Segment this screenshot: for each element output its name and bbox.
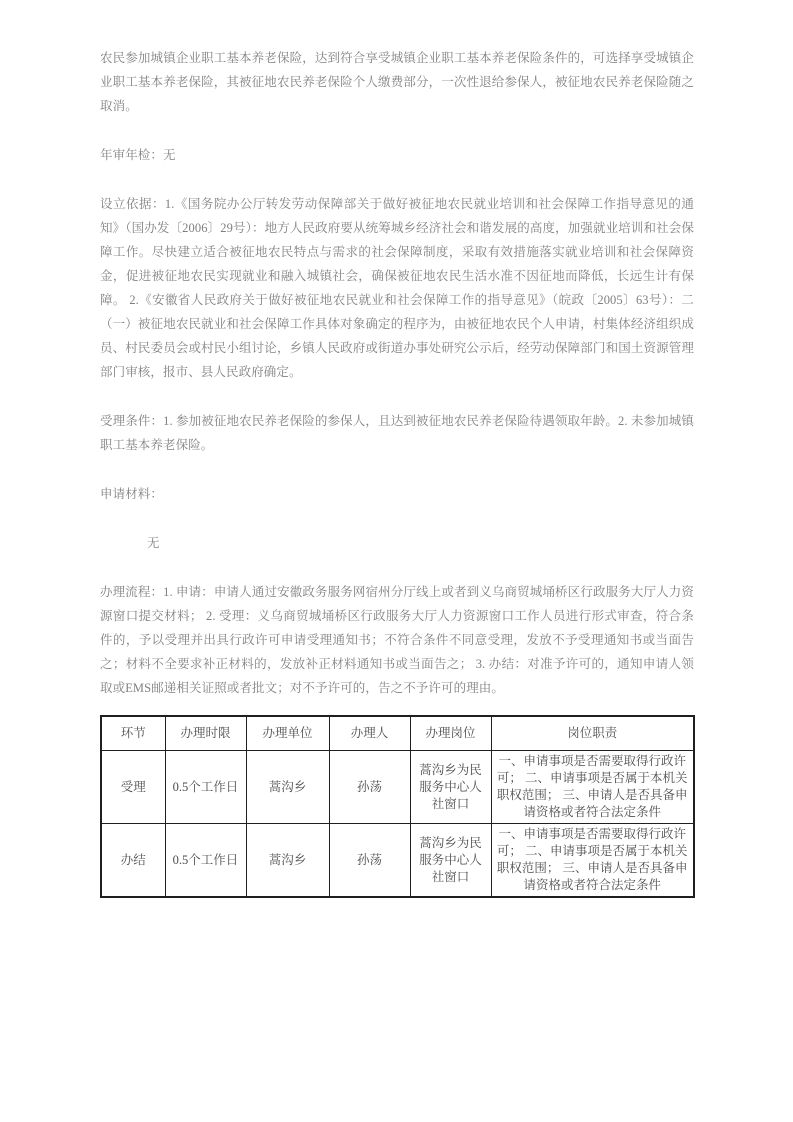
header-cell-unit: 办理单位 [246, 716, 329, 751]
cell-duty: 一、申请事项是否需要取得行政许可； 二、申请事项是否属于本机关职权范围； 三、申请人是否具备申请资格或者符合法定条件 [491, 824, 694, 898]
table-row-accept [101, 751, 694, 824]
header-cell-post: 办理岗位 [410, 716, 491, 751]
paragraph-process-flow: 办理流程：1. 申请：申请人通过安徽政务服务网宿州分厅线上或者到义乌商贸城埇桥区行政服务大厅人力资源窗口提交材料； 2. 受理：义乌商贸城埇桥区行政服务大厅人力资源窗口工作人员进行形式审查，符合条件的，予以受理并出具行政许可申请受理通知书；不符合条件不同意受理，发放不予受理通知书或当面告之；材料不全要求补正材料的，发放补正材料通知书或当面告之； 3. 办结：对准予许可的，通知申请人领取或EMS邮递相关证照或者批文；对不予许可的，告之不予许可的理由。 [100, 585, 694, 695]
paragraph-pension-transfer: 农民参加城镇企业职工基本养老保险，达到符合享受城镇企业职工基本养老保险条件的，可选择享受城镇企业职工基本养老保险，其被征地农民养老保险个人缴费部分，一次性退给参保人，被征地农民养老保险随之取消。 [100, 51, 694, 113]
paragraph-legal-basis: 设立依据：1.《国务院办公厅转发劳动保障部关于做好被征地农民就业培训和社会保障工作指导意见的通知》（国办发〔2006〕29号）：地方人民政府要从统筹城乡经济社会和谐发展的高度，加强就业培训和社会保障工作。尽快建立适合被征地农民特点与需求的社会保障制度，采取有效措施落实就业培训和社会保障资金，促进被征地农民实现就业和融入城镇社会，确保被征地农民生活水准不因征地而降低，长远生计有保障。 2.《安徽省人民政府关于做好被征地农民就业和社会保障工作的指导意见》（皖政〔2005〕63号）：二（一）被征地农民就业和社会保障工作具体对象确定的程序为，由被征地农民个人申请，村集体经济组织成员、村民委员会或村民小组讨论，乡镇人民政府或街道办事处研究公示后，经劳动保障部门和国土资源管理部门审核，报市、县人民政府确定。 [100, 197, 694, 379]
cell-time-limit: 0.5个工作日 [165, 824, 246, 898]
line-annual-review: 年审年检：无 [100, 148, 176, 162]
cell-unit: 蒿沟乡 [246, 824, 329, 898]
value-application-materials-none: 无 [147, 536, 160, 550]
cell-post: 蒿沟乡为民服务中心人社窗口 [410, 824, 491, 898]
document-content [100, 46, 694, 725]
cell-step: 办结 [101, 824, 165, 898]
header-cell-time-limit: 办理时限 [165, 716, 246, 751]
process-steps-table [100, 715, 695, 898]
cell-unit: 蒿沟乡 [246, 751, 329, 824]
paragraph-acceptance-conditions: 受理条件：1. 参加被征地农民养老保险的参保人，且达到被征地农民养老保险待遇领取年龄。2. 未参加城镇职工基本养老保险。 [100, 414, 694, 452]
cell-handler: 孙荡 [329, 824, 410, 898]
cell-handler: 孙荡 [329, 751, 410, 824]
label-application-materials: 申请材料： [100, 487, 164, 501]
header-cell-handler: 办理人 [329, 716, 410, 751]
table-row-conclude [101, 824, 694, 898]
cell-post: 蒿沟乡为民服务中心人社窗口 [410, 751, 491, 824]
cell-duty: 一、申请事项是否需要取得行政许可； 二、申请事项是否属于本机关职权范围； 三、申请人是否具备申请资格或者符合法定条件 [491, 751, 694, 824]
cell-step: 受理 [101, 751, 165, 824]
header-cell-step: 环节 [101, 716, 165, 751]
cell-time-limit: 0.5个工作日 [165, 751, 246, 824]
header-cell-duty: 岗位职责 [491, 716, 694, 751]
table-header-row [101, 716, 694, 751]
